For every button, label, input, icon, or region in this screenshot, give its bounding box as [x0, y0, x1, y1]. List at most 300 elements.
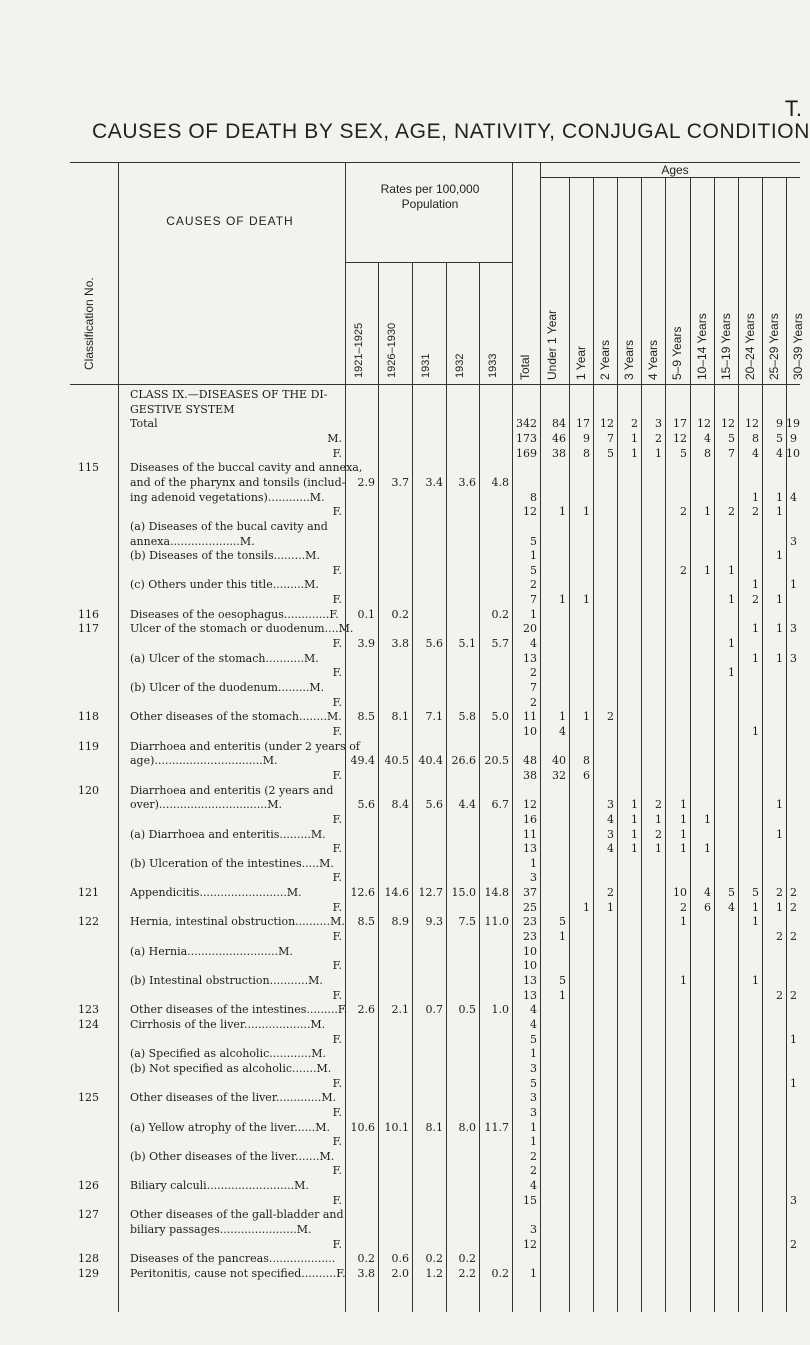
table-row	[0, 1179, 800, 1193]
age-cell: 1	[631, 842, 638, 856]
total-cell: 13	[523, 974, 537, 987]
table-row	[0, 1267, 800, 1281]
total-cell: 1	[530, 549, 537, 563]
classification-number: 126	[78, 1179, 99, 1193]
age-cell: 1	[631, 798, 638, 812]
age-cell: 1	[704, 505, 711, 519]
age-cell: 2	[607, 710, 614, 724]
age-cell: 1	[583, 900, 590, 914]
total-cell: 1	[530, 1135, 537, 1149]
cause-label: F.	[332, 446, 342, 460]
table-row	[0, 886, 800, 900]
age-cell: 2	[680, 563, 687, 577]
table-row	[0, 1135, 800, 1149]
age-cell: 2	[655, 431, 662, 445]
age-cell: 3	[790, 534, 797, 548]
header-age-col: 2 Years	[598, 339, 612, 380]
age-cell: 10	[786, 446, 800, 460]
table-row	[0, 1194, 800, 1208]
table-row	[0, 1223, 800, 1237]
header-age-col: 20–24 Years	[743, 313, 757, 380]
total-cell: 1	[530, 1120, 537, 1134]
cause-label: F.	[332, 1076, 342, 1090]
cause-label: F.	[332, 988, 342, 1002]
rate-cell: 0.5	[458, 1003, 476, 1017]
rate-cell: 10.6	[350, 1120, 375, 1134]
table-row	[0, 1047, 800, 1061]
table-row	[0, 1003, 800, 1017]
cause-label: (b) Intestinal obstruction...........M.	[130, 974, 323, 987]
cause-label: Total	[130, 417, 158, 431]
age-cell: 2	[680, 505, 687, 519]
header-rate-col: 1926–1930	[386, 322, 398, 378]
age-cell: 32	[552, 768, 566, 782]
cause-label: CLASS IX.—DISEASES OF THE DI-	[130, 388, 328, 401]
cause-label: (a) Diseases of the bucal cavity and	[130, 519, 328, 533]
total-cell: 3	[530, 1223, 537, 1237]
total-cell: 5	[530, 534, 537, 548]
rate-cell: 8.5	[357, 710, 375, 724]
age-cell: 1	[752, 578, 759, 592]
table-row	[0, 915, 800, 929]
rate-cell: 2.1	[391, 1003, 409, 1017]
total-cell: 2	[530, 578, 537, 592]
table-row	[0, 637, 800, 651]
age-cell: 1	[728, 593, 735, 607]
age-cell: 8	[583, 446, 590, 460]
table-row	[0, 710, 800, 724]
cause-label: over)...............................M.	[130, 798, 283, 812]
classification-number: 117	[78, 622, 99, 636]
rate-cell: 6.7	[491, 798, 509, 812]
age-cell: 2	[790, 886, 797, 900]
table-row	[0, 1062, 800, 1076]
table-row	[0, 754, 800, 768]
classification-number: 127	[78, 1208, 99, 1222]
rate-cell: 4.8	[491, 475, 509, 489]
age-cell: 5	[728, 431, 735, 445]
rate-cell: 8.5	[357, 915, 375, 929]
age-cell: 4	[776, 446, 783, 460]
rate-cell: 4.4	[458, 798, 476, 812]
table-row	[0, 857, 800, 871]
age-cell: 40	[552, 754, 566, 768]
rate-cell: 8.1	[391, 710, 409, 724]
age-cell: 1	[704, 812, 711, 826]
rate-cell: 7.5	[458, 915, 476, 929]
classification-number: 115	[78, 461, 99, 475]
cause-label: biliary passages......................M.	[130, 1223, 312, 1237]
age-cell: 1	[728, 666, 735, 680]
total-cell: 10	[523, 944, 537, 958]
header-ages-group: Ages	[661, 163, 689, 177]
cause-label: (a) Yellow atrophy of the liver......M.	[130, 1120, 330, 1134]
rate-cell: 5.1	[458, 637, 476, 651]
rate-cell: 14.6	[384, 886, 409, 900]
age-cell: 4	[559, 724, 566, 738]
age-cell: 1	[752, 974, 759, 987]
age-cell: 1	[607, 900, 614, 914]
total-cell: 25	[523, 900, 537, 914]
classification-number: 129	[78, 1267, 99, 1280]
table-row	[0, 666, 800, 680]
age-cell: 9	[790, 431, 797, 445]
age-cell: 2	[752, 593, 759, 607]
rate-cell: 1.2	[425, 1267, 443, 1280]
age-cell: 2	[790, 930, 797, 944]
age-cell: 17	[673, 417, 687, 431]
cause-label: Biliary calculi.........................M.	[130, 1179, 309, 1193]
age-cell: 1	[655, 812, 662, 826]
age-cell: 1	[631, 827, 638, 841]
total-cell: 8	[530, 490, 537, 504]
rate-cell: 0.2	[425, 1252, 443, 1266]
age-cell: 4	[728, 900, 735, 914]
age-cell: 1	[680, 974, 687, 987]
total-cell: 4	[530, 1003, 537, 1017]
classification-number: 128	[78, 1252, 99, 1266]
total-cell: 13	[523, 842, 537, 856]
total-cell: 15	[523, 1193, 537, 1207]
total-cell: 12	[523, 1237, 537, 1251]
cause-label: F.	[332, 1237, 342, 1251]
table-row	[0, 725, 800, 739]
age-cell: 5	[752, 886, 759, 900]
total-cell: 4	[530, 1179, 537, 1193]
total-cell: 10	[523, 724, 537, 738]
age-cell: 4	[790, 490, 797, 504]
cause-label: Other diseases of the intestines.........F.	[130, 1003, 348, 1017]
age-cell: 9	[583, 431, 590, 445]
header-age-col: 5–9 Years	[670, 326, 684, 380]
table-row	[0, 828, 800, 842]
age-cell: 12	[600, 417, 614, 431]
rate-cell: 3.4	[425, 475, 443, 489]
cause-label: Other diseases of the stomach........M.	[130, 710, 342, 724]
table-row	[0, 989, 800, 1003]
age-cell: 2	[790, 1237, 797, 1251]
age-cell: 1	[752, 622, 759, 636]
rate-cell: 40.5	[384, 754, 409, 768]
cause-label: (b) Ulcer of the duodenum.........M.	[130, 681, 325, 694]
table-row	[0, 1106, 800, 1120]
age-cell: 5	[680, 446, 687, 460]
age-cell: 46	[552, 431, 566, 445]
rate-cell: 0.2	[391, 607, 409, 621]
header-age-col: 4 Years	[646, 339, 660, 380]
rate-cell: 2.9	[357, 475, 375, 489]
age-cell: 17	[576, 417, 590, 431]
rate-cell: 2.0	[391, 1267, 409, 1280]
rate-cell: 0.6	[391, 1252, 409, 1266]
cause-label: Other diseases of the gall-bladder and	[130, 1208, 344, 1222]
rate-cell: 0.2	[491, 1267, 509, 1280]
age-cell: 1	[752, 490, 759, 504]
cause-label: Diarrhoea and enteritis (2 years and	[130, 783, 334, 797]
rate-cell: 26.6	[451, 754, 476, 768]
total-cell: 11	[523, 710, 537, 724]
age-cell: 1	[559, 505, 566, 519]
table-row	[0, 974, 800, 988]
cause-label: Cirrhosis of the liver...................M.	[130, 1017, 326, 1031]
cause-label: and of the pharynx and tonsils (includ-	[130, 475, 346, 489]
age-cell: 4	[607, 842, 614, 856]
header-age-col: 10–14 Years	[695, 313, 709, 380]
age-cell: 1	[704, 563, 711, 577]
page-title: CAUSES OF DEATH BY SEX, AGE, NATIVITY, CONJUGAL CONDITION	[91, 120, 810, 143]
rate-cell: 3.9	[357, 637, 375, 651]
total-cell: 2	[530, 1164, 537, 1178]
table-row	[0, 520, 800, 534]
table-row	[0, 813, 800, 827]
table-row	[0, 564, 800, 578]
total-cell: 10	[523, 959, 537, 973]
total-cell: 13	[523, 988, 537, 1002]
header-age-col: Under 1 Year	[545, 309, 559, 380]
table-row	[0, 1018, 800, 1032]
total-cell: 12	[523, 798, 537, 812]
header-rate-col: 1932	[454, 353, 466, 378]
header-age-col: 25–29 Years	[767, 313, 781, 380]
rate-cell: 12.7	[418, 886, 443, 900]
age-cell: 1	[655, 446, 662, 460]
age-cell: 1	[776, 651, 783, 665]
age-cell: 1	[559, 988, 566, 1002]
cause-label: Peritonitis, cause not specified..........F.	[130, 1267, 346, 1280]
age-cell: 1	[559, 930, 566, 944]
total-cell: 7	[530, 593, 537, 607]
header-rate-col: 1931	[420, 353, 432, 378]
rate-cell: 0.2	[357, 1252, 375, 1266]
age-cell: 2	[776, 988, 783, 1002]
cause-label: F.	[332, 637, 342, 651]
age-cell: 1	[680, 915, 687, 929]
cause-label: F.	[332, 959, 342, 973]
total-cell: 4	[530, 637, 537, 651]
cause-label: F.	[332, 1105, 342, 1119]
rate-cell: 3.8	[391, 637, 409, 651]
age-cell: 12	[745, 417, 759, 431]
rate-cell: 10.1	[384, 1120, 409, 1134]
total-cell: 38	[523, 768, 537, 782]
table-row	[0, 388, 800, 402]
age-cell: 1	[752, 915, 759, 929]
cause-label: F.	[332, 1135, 342, 1149]
total-cell: 2	[530, 666, 537, 680]
age-cell: 5	[559, 915, 566, 929]
total-cell: 16	[523, 812, 537, 826]
classification-number: 120	[78, 783, 99, 797]
table-row	[0, 447, 800, 461]
total-cell: 342	[516, 417, 537, 431]
cause-label: F.	[332, 666, 342, 680]
cause-label: F.	[332, 930, 342, 944]
cause-label: F.	[332, 593, 342, 607]
age-cell: 6	[704, 900, 711, 914]
age-cell: 5	[776, 431, 783, 445]
table-row	[0, 535, 800, 549]
age-cell: 1	[776, 490, 783, 504]
total-cell: 23	[523, 930, 537, 944]
total-cell: 1	[530, 1267, 537, 1280]
cause-label: ing adenoid vegetations)............M.	[130, 490, 325, 504]
cause-label: (b) Other diseases of the liver.......M.	[130, 1149, 335, 1163]
table-row	[0, 1150, 800, 1164]
rate-cell: 2.6	[357, 1003, 375, 1017]
age-cell: 2	[607, 886, 614, 900]
table-row	[0, 871, 800, 885]
rate-cell: 20.5	[484, 754, 509, 768]
total-cell: 2	[530, 1149, 537, 1163]
table-row	[0, 740, 800, 754]
rate-cell: 7.1	[425, 710, 443, 724]
header-age-col: 30–39 Years	[791, 313, 805, 380]
rate-cell: 3.6	[458, 475, 476, 489]
cause-label: F.	[332, 1032, 342, 1046]
total-cell: 5	[530, 563, 537, 577]
age-cell: 1	[728, 563, 735, 577]
rate-cell: 5.6	[425, 798, 443, 812]
rate-cell: 40.4	[418, 754, 443, 768]
total-cell: 4	[530, 1017, 537, 1031]
age-cell: 2	[680, 900, 687, 914]
age-cell: 19	[786, 417, 800, 431]
age-cell: 7	[607, 431, 614, 445]
age-cell: 1	[776, 549, 783, 563]
header-classification: Classification No.	[82, 277, 96, 370]
table-row	[0, 622, 800, 636]
cause-label: Other diseases of the liver.............M.	[130, 1091, 337, 1105]
age-cell: 84	[552, 417, 566, 431]
classification-number: 119	[78, 739, 99, 753]
age-cell: 2	[790, 988, 797, 1002]
classification-number: 116	[78, 607, 99, 621]
rate-cell: 12.6	[350, 886, 375, 900]
age-cell: 8	[752, 431, 759, 445]
header-age-col: 15–19 Years	[719, 313, 733, 380]
table-row	[0, 930, 800, 944]
table-row	[0, 461, 800, 475]
total-cell: 3	[530, 1105, 537, 1119]
header-rate-col: 1921–1925	[353, 322, 365, 378]
header-total: Total	[518, 354, 532, 380]
cause-label: Diarrhoea and enteritis (under 2 years of	[130, 739, 360, 753]
table-row	[0, 505, 800, 519]
age-cell: 3	[607, 798, 614, 812]
age-cell: 12	[697, 417, 711, 431]
age-cell: 3	[790, 651, 797, 665]
age-cell: 4	[704, 886, 711, 900]
age-cell: 8	[704, 446, 711, 460]
age-cell: 1	[752, 724, 759, 738]
table-row	[0, 578, 800, 592]
cause-label: F.	[332, 695, 342, 709]
table-row	[0, 798, 800, 812]
age-cell: 2	[776, 930, 783, 944]
age-cell: 5	[607, 446, 614, 460]
age-cell: 1	[776, 827, 783, 841]
age-cell: 1	[728, 637, 735, 651]
total-cell: 11	[523, 827, 537, 841]
age-cell: 1	[631, 812, 638, 826]
cause-label: Diseases of the oesophagus.............F.	[130, 607, 339, 621]
cause-label: Diseases of the buccal cavity and annexa,	[130, 461, 363, 475]
cause-label: (b) Ulceration of the intestines.....M.	[130, 856, 334, 870]
classification-number: 122	[78, 915, 99, 929]
cause-label: Ulcer of the stomach or duodenum....M.	[130, 622, 354, 636]
total-cell: 1	[530, 856, 537, 870]
total-cell: 7	[530, 681, 537, 694]
age-cell: 3	[607, 827, 614, 841]
rates-subheader-rule	[345, 262, 512, 263]
rate-cell: 15.0	[451, 886, 476, 900]
age-cell: 2	[655, 798, 662, 812]
header-rates-group: Rates per 100,000 Population	[380, 182, 480, 211]
rate-cell: 5.6	[357, 798, 375, 812]
age-cell: 1	[752, 900, 759, 914]
table-row	[0, 432, 800, 446]
age-cell: 5	[728, 886, 735, 900]
age-cell: 5	[559, 974, 566, 987]
table-row	[0, 769, 800, 783]
total-cell: 1	[530, 1047, 537, 1061]
rate-cell: 14.8	[484, 886, 509, 900]
total-cell: 23	[523, 915, 537, 929]
rate-cell: 0.7	[425, 1003, 443, 1017]
age-cell: 3	[655, 417, 662, 431]
age-cell: 1	[776, 900, 783, 914]
header-rate-col: 1933	[487, 353, 499, 378]
cause-label: (a) Ulcer of the stomach...........M.	[130, 651, 319, 665]
rate-cell: 8.9	[391, 915, 409, 929]
table-row	[0, 1164, 800, 1178]
age-cell: 1	[776, 798, 783, 812]
age-cell: 10	[673, 886, 687, 900]
age-cell: 2	[728, 505, 735, 519]
age-cell: 2	[776, 886, 783, 900]
age-cell: 7	[728, 446, 735, 460]
table-row	[0, 476, 800, 490]
age-cell: 1	[583, 710, 590, 724]
rate-cell: 8.1	[425, 1120, 443, 1134]
age-cell: 1	[680, 812, 687, 826]
age-cell: 2	[631, 417, 638, 431]
age-cell: 8	[583, 754, 590, 768]
age-cell: 1	[776, 593, 783, 607]
cause-label: F.	[332, 900, 342, 914]
cause-label: F.	[332, 724, 342, 738]
table-row	[0, 1208, 800, 1222]
cause-label: (a) Diarrhoea and enteritis.........M.	[130, 827, 326, 841]
age-cell: 1	[583, 505, 590, 519]
cause-label: M.	[327, 431, 342, 445]
table-row	[0, 403, 800, 417]
cause-label: F.	[332, 871, 342, 885]
total-cell: 169	[516, 446, 537, 460]
rate-cell: 0.1	[357, 607, 375, 621]
rate-cell: 5.8	[458, 710, 476, 724]
classification-number: 123	[78, 1003, 99, 1017]
table-row	[0, 1238, 800, 1252]
table-row	[0, 652, 800, 666]
total-cell: 13	[523, 651, 537, 665]
rate-cell: 0.2	[491, 607, 509, 621]
table-row	[0, 491, 800, 505]
age-cell: 38	[552, 446, 566, 460]
table-row	[0, 901, 800, 915]
cause-label: F.	[332, 505, 342, 519]
rate-cell: 8.4	[391, 798, 409, 812]
